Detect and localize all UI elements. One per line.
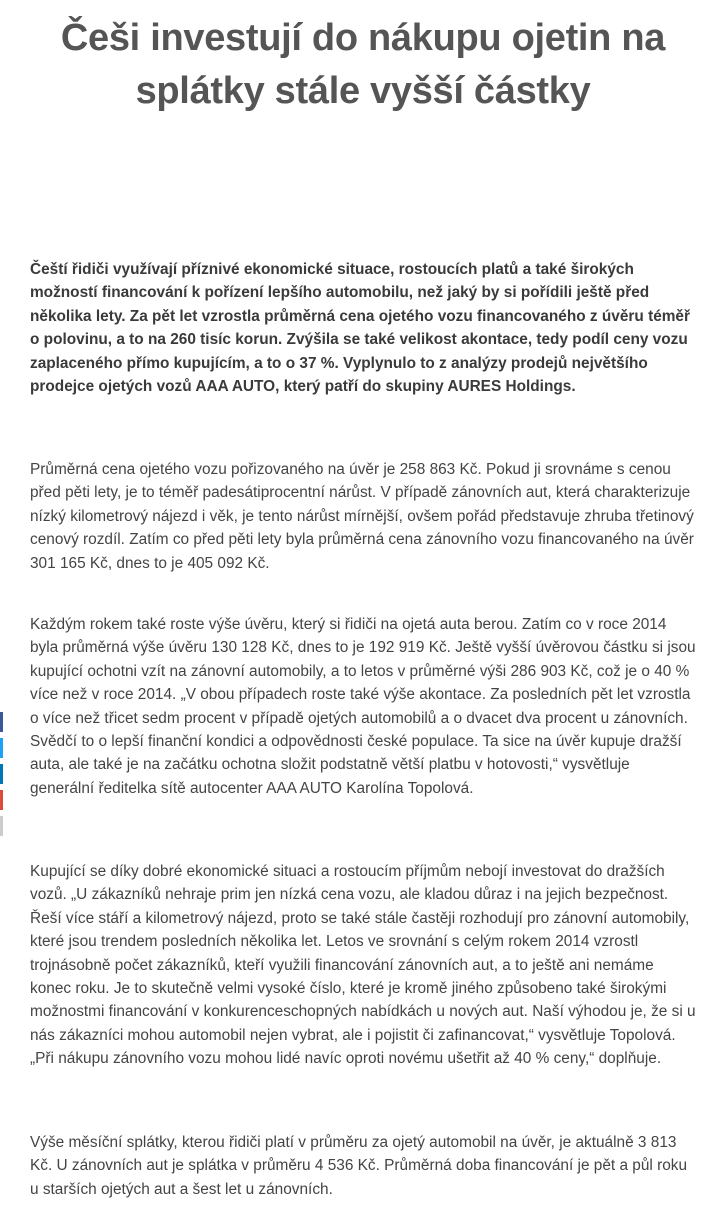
email-icon[interactable] <box>0 816 3 836</box>
article-paragraph: Průměrná cena ojetého vozu pořizovaného na úvěr je 258 863 Kč. Pokud ji srovnáme s cenou před pěti lety, je to téměř padesátiprocentní nárůst. V případě zánovních aut, která charakterizuje nízký kilometrový nájezd i věk, je tento nárůst mírnější, ovšem pořád představuje zhruba třetinový cenový rozdíl. Zatím co před pěti lety byla průměrná cena zánovního vozu financovaného na úvěr 301 165 Kč, dnes to je 405 092 Kč. <box>30 461 694 572</box>
twitter-icon[interactable] <box>0 738 3 758</box>
article-title: Češi investují do nákupu ojetin na splátky stále vyšší částky <box>60 17 666 112</box>
article-paragraph: Kupující se díky dobré ekonomické situaci a rostoucím příjmům nebojí investovat do dražších vozů. „U zákazníků nehraje prim jen nízká cena vozu, ale kladou důraz i na jejich bezpečnost. Řeší více stáří a kilometrový nájezd, proto se také stále častěji rozhodují pro zánovní automobily, které jsou trendem posledních několika let. Letos ve srovnání s celým rokem 2014 vzrostl trojnásobně počet zákazníků, kteří využili financování zánovních aut, a to ještě ani nemáme konec roku. Je to skutečně velmi vysoké číslo, které je kromě jiného způsobeno také širokými možnostmi financování v konkurenceschopných nabídkách u nových aut. Naší výhodou je, že si u nás zákazníci mohou automobil nejen vybrat, ale i pojistit či zafinancovat,“ vysvětluje Topolová. „Při nákupu zánovního vozu mohou lidé navíc oproti novému ušetřit až 40 % ceny,“ doplňuje. <box>30 863 696 1068</box>
facebook-icon[interactable] <box>0 712 3 732</box>
share-bar <box>0 712 3 842</box>
linkedin-icon[interactable] <box>0 764 3 784</box>
google-plus-icon[interactable] <box>0 790 3 810</box>
article-paragraph: Každým rokem také roste výše úvěru, který si řidiči na ojetá auta berou. Zatím co v roce 2014 byla průměrná výše úvěru 130 128 Kč, dnes to je 192 919 Kč. Ještě vyšší úvěrovou částku si jsou kupující ochotni vzít na zánovní automobily, a to letos v průměrné výši 286 903 Kč, což je o 40 % více než v roce 2014. „V obou případech roste také výše akontace. Za posledních pět let vzrostla o více než třicet sedm procent v případě ojetých automobilů a o dvacet dva procent u zánovních. Svědčí to o lepší finanční kondici a odpovědnosti české populace. Ta sice na úvěr kupuje dražší auta, ale také je na začátku ochotna složit podstatně větší platbu v hotovosti,“ vysvětluje generální ředitelka sítě autocenter AAA AUTO Karolína Topolová. <box>30 616 696 797</box>
article-paragraph: Výše měsíční splátky, kterou řidiči platí v průměru za ojetý automobil na úvěr, je aktuálně 3 813 Kč. U zánovních aut je splátka v průměru 4 536 Kč. Průměrná doba financování je pět a půl roku u starších ojetých aut a šest let u zánovních. <box>30 1134 688 1198</box>
article-lead: Čeští řidiči využívají příznivé ekonomické situace, rostoucích platů a také širokých možností financování k pořízení lepšího automobilu, než jaký by si pořídili ještě před několika lety. Za pět let vzrostla průměrná cena ojetého vozu financovaného z úvěru téměř o polovinu, a to na 260 tisíc korun. Zvýšila se také velikost akontace, tedy podíl ceny vozu zaplaceného přímo kupujícím, a to o 37 %. Vyplynulo to z analýzy prodejů největšího prodejce ojetých vozů AAA AUTO, který patří do skupiny AURES Holdings. <box>30 261 690 396</box>
